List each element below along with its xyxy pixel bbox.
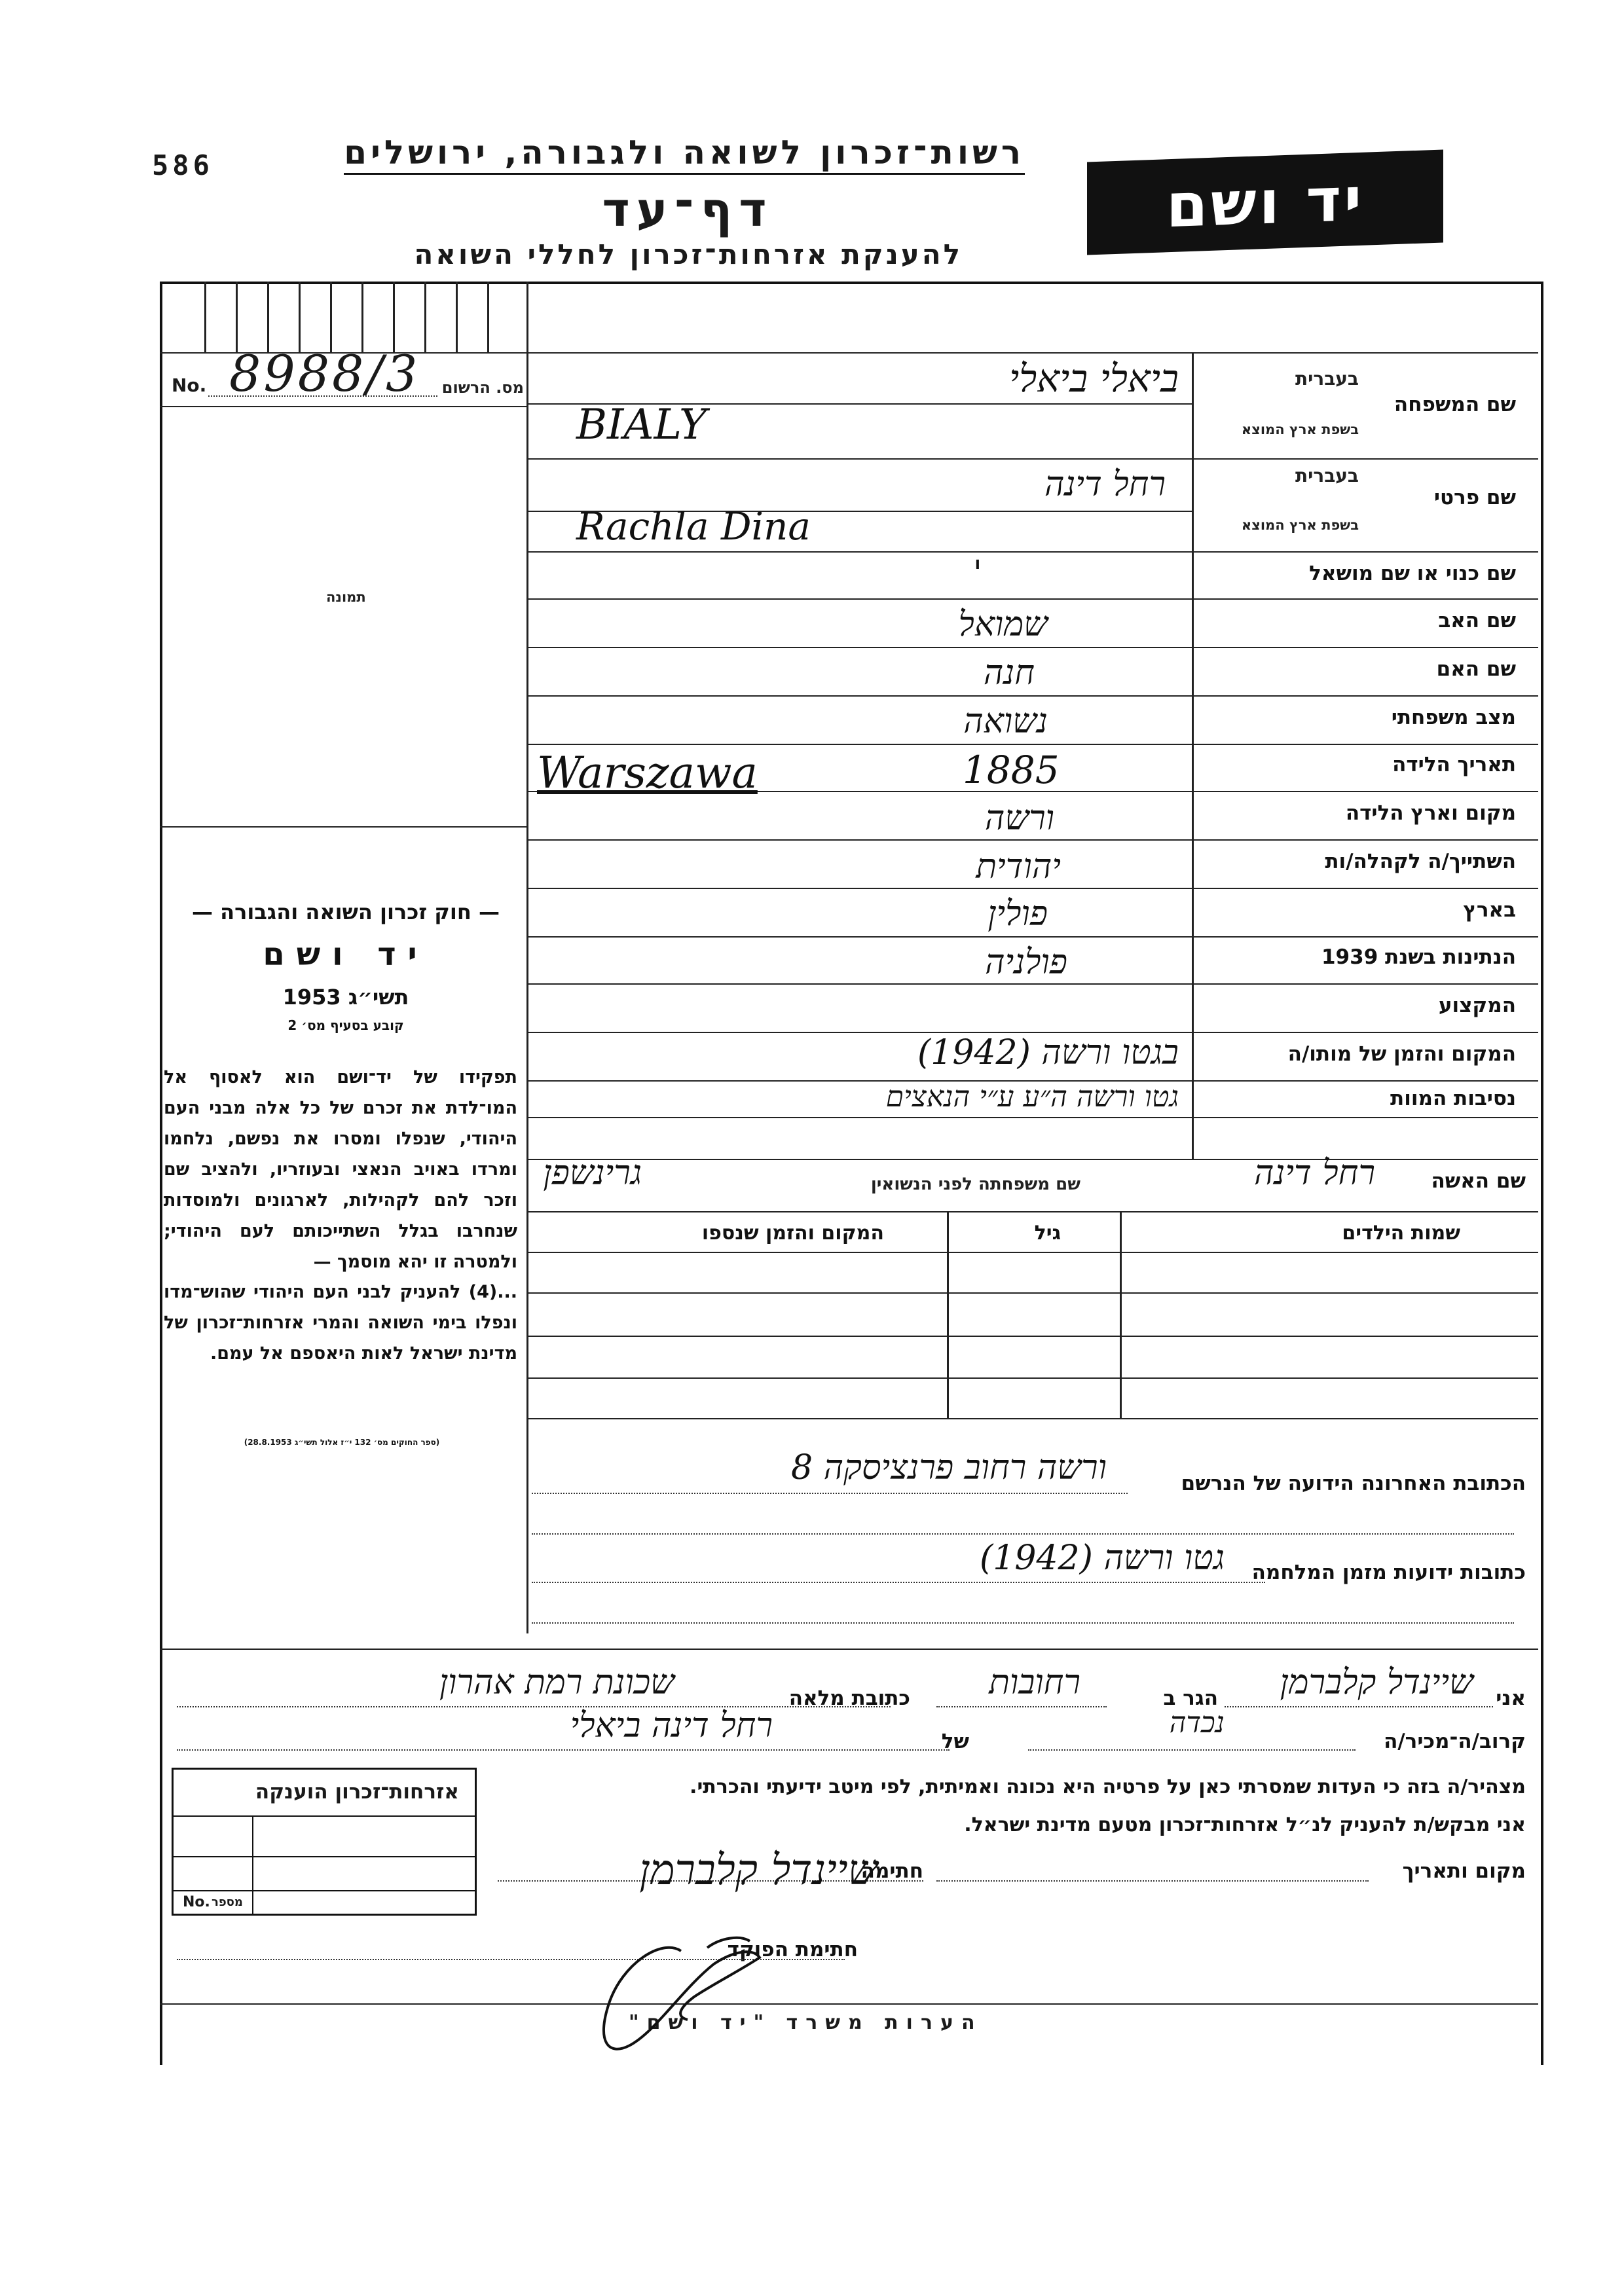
death-circumstances-label: נסיבות המוות (1390, 1087, 1516, 1110)
first-name-native-value: Rachla Dina (576, 504, 811, 549)
office-notes-line (160, 2003, 1538, 2005)
address-value: שכונת רמת אהרון (439, 1663, 674, 1702)
of-value: רחל דינה ביאלי (570, 1706, 773, 1745)
children-col-div (1120, 1211, 1122, 1418)
law-citation: (ספר החוקים מס׳ 132 י״ז אלול תשי״ג 28.8.1953) (244, 1438, 440, 1447)
last-address-label: הכתובת האחרונה הידועה של הנרשם (1181, 1472, 1526, 1495)
address-label: כתובת מלאה (788, 1686, 910, 1710)
page-number: 586 (152, 149, 213, 181)
office-notes: הערות משרד "יד ושם" (629, 2011, 983, 2034)
place-date-label: מקום ותאריך (1402, 1859, 1526, 1883)
declarant-name: שיינדל קלברמן (1280, 1663, 1473, 1702)
column-divider (526, 282, 528, 1633)
signature-label: חתימה (860, 1859, 923, 1883)
citizenship-label: הנתינות בשנת 1939 (1321, 945, 1516, 969)
mother-value: חנה (983, 653, 1035, 693)
maiden-name-value: גרינשפן (543, 1154, 642, 1193)
community-label: השתייך/ה לקהלה/ות (1325, 850, 1516, 873)
top-box-div (361, 282, 363, 352)
logo-text: יד ושם (1166, 164, 1365, 241)
father-value: שמואל (958, 605, 1048, 644)
officer-signature-label: חתימת הפוקד (727, 1938, 858, 1961)
residence-value: רחובות (989, 1663, 1080, 1702)
citizenship-box-line (174, 1890, 475, 1891)
top-box-div (330, 282, 332, 352)
row-line (526, 647, 1538, 648)
top-box-div (393, 282, 395, 352)
row-line (526, 458, 1538, 460)
declaration-text: מצהיר/ה בזה כי העדות שמסרתי כאן על פרטיה היא נכונה ואמיתית, לפי מיטב ידיעתי והכרתי. (690, 1776, 1526, 1798)
photo-bottom (160, 826, 526, 828)
family-name-hebrew-label: בעברית (1295, 368, 1359, 390)
row-line (526, 1159, 1538, 1160)
law-year: תשי״ג 1953 (282, 985, 409, 1010)
row-line (526, 551, 1538, 553)
children-bottom-line (526, 1418, 1538, 1419)
form-title: דף־עד (602, 182, 773, 237)
children-header-line (526, 1252, 1538, 1253)
first-name-native-label: בשפת ארץ המוצא (1241, 517, 1359, 533)
of-label: של (941, 1730, 969, 1753)
declarant-i-label: אני (1496, 1686, 1526, 1710)
top-box-div (424, 282, 426, 352)
family-name-native-label: בשפת ארץ המוצא (1241, 422, 1359, 437)
last-address-line (532, 1493, 1128, 1494)
first-name-hebrew-value: רחל דינה (1044, 465, 1166, 504)
row-line (526, 839, 1538, 841)
children-names-header: שמות הילדים (1342, 1222, 1460, 1245)
registration-bottom (160, 406, 526, 407)
first-name-hebrew-label: בעברית (1295, 465, 1359, 486)
registration-label: מס. הרשום (441, 378, 524, 397)
officer-signature-scribble (583, 1912, 773, 2062)
row-line (526, 1211, 1538, 1212)
family-name-label: שם המשפחה (1393, 393, 1516, 416)
relation-label: קרוב/ה־מכיר/ה (1384, 1730, 1526, 1753)
birth-place-value: Warszawa (537, 748, 758, 798)
row-line (526, 598, 1538, 600)
declarant-name-line (1225, 1706, 1493, 1707)
birth-date-label: תאריך הלידה (1392, 753, 1516, 776)
top-box-div (267, 282, 269, 352)
nickname-value: ' (972, 554, 982, 593)
row-line (526, 695, 1538, 697)
row-line (526, 1117, 1538, 1118)
family-name-hebrew-value: ביאלי ביאלי (1008, 356, 1179, 401)
law-name: יד ושם (263, 936, 429, 973)
law-title: — חוק זכרון השואה והגבורה — (192, 900, 500, 924)
death-value: בגטו ורשה (1942) (917, 1033, 1179, 1072)
maiden-name-label: שם משפחתה לפני הנשואין (870, 1175, 1080, 1194)
law-clause: ...(4) להעניק לבני העם היהודי שהוש־מדו ונפלו בימי השואה והמרי אזרחות־זכרון של מדינת ישראל לאות היאספם אל עמם. (164, 1282, 517, 1364)
section-divider (160, 1649, 1538, 1650)
country-label: בארץ (1463, 898, 1516, 922)
citizenship-number-label: מספר (212, 1895, 243, 1909)
family-name-native-value: BIALY (576, 401, 707, 449)
death-circumstances-value: גטו ורשה ה״ע ע״י הנאצים (885, 1080, 1179, 1114)
label-divider (1192, 352, 1194, 1159)
row-line (526, 983, 1538, 985)
children-age-header: גיל (1034, 1222, 1061, 1245)
registration-number: 8988/3 (229, 344, 420, 403)
top-box-div (456, 282, 458, 352)
citizenship-box-title: אזרחות־זכרון הוענקה (255, 1780, 459, 1804)
citizenship-box-line (174, 1856, 475, 1857)
citizenship-number-prefix: No. (183, 1894, 210, 1910)
top-box-div (204, 282, 206, 352)
children-row-line (526, 1377, 1538, 1379)
registration-prefix: No. (172, 374, 207, 396)
war-address-label: כתובות ידועות מזמן המלחמה (1251, 1561, 1526, 1584)
birth-date-value: 1885 (963, 748, 1060, 792)
residence-line (936, 1706, 1107, 1707)
declarant-signature: שיינדל קלברמן (639, 1846, 877, 1895)
death-label: המקום והזמן של מותו/ה (1287, 1042, 1516, 1066)
birth-place-label: מקום וארץ הלידה (1345, 801, 1516, 825)
children-row-line (526, 1336, 1538, 1337)
citizenship-box (172, 1768, 477, 1916)
mother-label: שם האם (1436, 657, 1516, 681)
form-subtitle: להענקת אזרחות־זכרון לחללי השואה (414, 238, 963, 270)
country-value: יהודית (976, 847, 1061, 886)
marital-label: מצב משפחתי (1391, 706, 1516, 729)
relation-line (1028, 1749, 1356, 1751)
place-date-line (936, 1880, 1369, 1882)
top-box-div (236, 282, 238, 352)
row-line (526, 888, 1538, 889)
law-body: תפקידו של יד־ושם הוא לאסוף אל המו־לדת את זכרם של כל אלה מבני העם היהודי, שנפלו ומסרו את נפשם, נלחמו ומרדו באויב הנאצי ובעוזריו, ולהציב שם וזכר להם לקהילות, לארגונים ולמוסדות שנחרבו בגלל השתייכותם לעם היהודי; ולמטרה זו יהא מוסמך — (164, 1067, 517, 1272)
war-address-extra-line (532, 1622, 1514, 1624)
community-value: ורשה (984, 799, 1054, 838)
row-line (526, 744, 1538, 745)
yad-vashem-logo (1087, 150, 1443, 255)
top-box-div (487, 282, 489, 352)
citizenship-box-line (174, 1815, 475, 1817)
residing-label: הגר ב (1163, 1686, 1218, 1710)
marital-value: נשואה (963, 702, 1048, 741)
occupation-label: המקצוע (1438, 994, 1516, 1017)
relation-value: נכדה (1169, 1706, 1225, 1740)
top-box-div (299, 282, 301, 352)
authority-header: רשות־זכרון לשואה ולגבורה, ירושלים (344, 134, 1025, 175)
children-place-header: המקום והזמן שנספו (701, 1222, 884, 1245)
last-address-value: ורשה רחוב פרנציסקה 8 (791, 1448, 1107, 1487)
first-name-label: שם פרטי (1433, 486, 1516, 509)
father-label: שם האב (1438, 609, 1516, 632)
children-row-line (526, 1292, 1538, 1294)
citizenship-box-line (252, 1815, 253, 1914)
of-line (177, 1749, 950, 1751)
address-line (177, 1706, 891, 1707)
occupation-value: פולניה (985, 943, 1067, 982)
row-line (526, 352, 1538, 354)
war-address-line (532, 1582, 1265, 1583)
children-col-div (947, 1211, 949, 1418)
law-section: קובע בסעיף מס׳ 2 (287, 1017, 404, 1033)
photo-label: תמונה (326, 589, 366, 605)
war-address-value: גטו ורשה (1942) (980, 1539, 1225, 1578)
row-line (526, 936, 1538, 938)
address-extra-line (532, 1533, 1514, 1535)
wife-label: שם האשה (1431, 1169, 1526, 1193)
wife-value: רחל דינה (1253, 1154, 1375, 1193)
request-text: אני מבקש/ת להעניק לנ״ל אזרחות־זכרון מטעם מדינת ישראל. (964, 1813, 1526, 1836)
citizenship-value: פולין (987, 894, 1048, 934)
nickname-label: שם כנוי או שם מושאל (1309, 562, 1516, 585)
